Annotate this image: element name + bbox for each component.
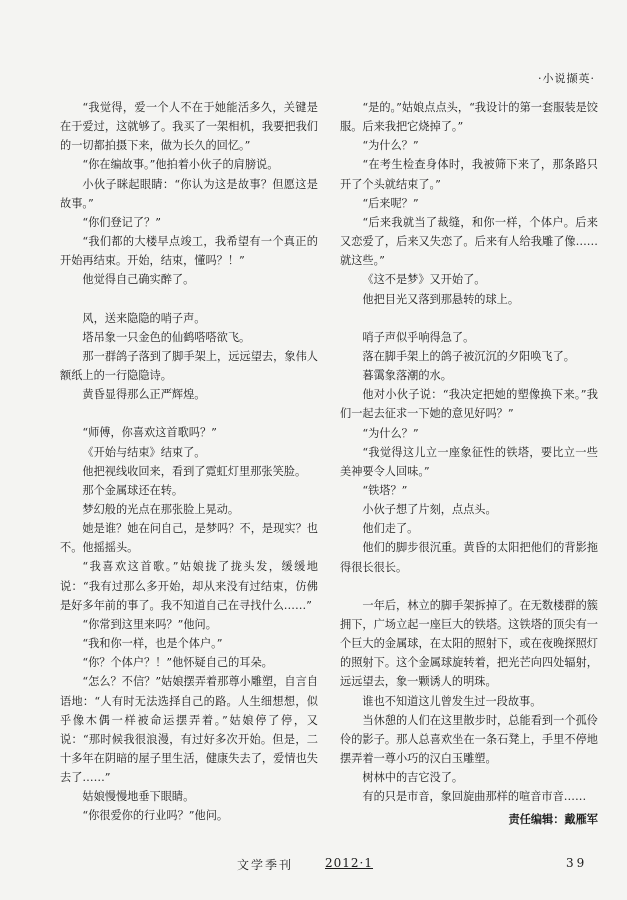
paragraph: 一年后，林立的脚手架拆掉了。在无数楼群的簇拥下，广场立起一座巨大的铁塔。这铁塔的顶尖有一个巨大的金属球，在太阳的照射下，或在夜晚探照灯的照射下。这个金属球旋转着，把光芒向四处辐射，远远望去，象一颗诱人的明珠。	[340, 598, 598, 689]
editor-credit: 责任编辑：戴雁军	[508, 812, 598, 827]
paragraph: 那一群鸽子落到了脚手架上，远远望去，象伟人额纸上的一行隐隐诗。	[60, 349, 318, 383]
paragraph: “你在编故事。”他拍着小伙子的肩膀说。	[82, 158, 279, 172]
paragraph: “你常到这里来吗？”他问。	[82, 617, 217, 631]
paragraph: 姑娘慢慢地垂下眼睛。	[82, 790, 195, 804]
paragraph: “你？个体户？！”他怀疑自己的耳朵。	[82, 656, 273, 670]
paragraph: 她是谁？她在问自己，是梦吗？不，是现实？也不。他摇摇头。	[60, 522, 318, 555]
paragraph: 哨子声似乎响得急了。	[362, 330, 475, 344]
paragraph: 他们走了。	[362, 522, 419, 536]
paragraph: “我喜欢这首歌。”姑娘拢了拢头发，缓缓地说：“我有过那么多开始，却从来没有过结束，仿佛是好多年前的事了。我不知道自己在寻找什么……”	[60, 560, 318, 612]
paragraph: “我和你一样，也是个体户。”	[82, 637, 223, 651]
paragraph: 《开始与结束》结束了。	[82, 445, 206, 459]
paragraph: “为什么？”	[362, 426, 419, 440]
paragraph: 落在脚手架上的鸽子被沉沉的夕阳唤飞了。	[362, 349, 575, 363]
paragraph: “怎么？不信？”姑娘摆弄着那尊小雕塑，自言自语地：“人有时无法选择自己的路。人生细想想，似乎像木偶一样被命运摆弄着。”姑娘停了停，又说：“那时候我很浪漫，有过好多次开始。但是，二十多年在阴暗的屋子里生活，健康失去了，爱情也失去了……”	[60, 675, 318, 785]
paragraph: “是的。”姑娘点点头，“我设计的第一套服装是饺服。后来我把它烧掉了。”	[340, 101, 598, 134]
paragraph: 他们的脚步很沉重。黄昏的太阳把他们的背影拖得很长很长。	[340, 541, 598, 574]
paragraph: “后来呢？”	[362, 196, 419, 210]
paragraph: “在考生检查身体时，我被筛下来了，那条路只开了个头就结束了。”	[340, 158, 598, 191]
paragraph: 有的只是市音，象回旋曲那样的喧音市音……	[362, 790, 587, 804]
paragraph: “师傅，你喜欢这首歌吗？”	[82, 426, 217, 440]
paragraph: 那个金属球还在转。	[82, 483, 184, 497]
paragraph: 当休憩的人们在这里散步时，总能看到一个孤伶伶的影子。那人总喜欢坐在一条石凳上，手里不停地摆弄着一尊小巧的汉白玉雕塑。	[340, 713, 598, 765]
paragraph: “我觉得，爱一个人不在于她能活多久，关键是在于爱过，这就够了。我买了一架相机，我要把我们的一切都拍摄下来，做为长久的回忆。”	[60, 101, 318, 153]
paragraph: “为什么？”	[362, 139, 419, 153]
paragraph: 风，送来隐隐的哨子声。	[82, 311, 206, 325]
paragraph: 梦幻般的光点在那张脸上晃动。	[82, 502, 240, 516]
paragraph: 暮霭象落潮的水。	[362, 369, 452, 383]
paragraph: 谁也不知道这儿曾发生过一段故事。	[362, 694, 542, 708]
paragraph: 《这不是梦》又开始了。	[362, 273, 486, 287]
paragraph: “我觉得这儿立一座象征性的铁塔，要比立一些美神要令人回味。”	[340, 445, 598, 478]
paragraph: 他对小伙子说：“我决定把她的塑像换下来。”我们一起去征求一下她的意见好吗？”	[340, 388, 598, 421]
section-header: ·小说撷英·	[538, 72, 595, 85]
paragraph: 塔吊象一只金色的仙鹤嗒嗒欲飞。	[82, 330, 251, 344]
paragraph: 他把目光又落到那悬转的球上。	[362, 292, 520, 306]
paragraph: 小伙子眯起眼睛：“你认为这是故事？但愿这是故事。”	[60, 177, 318, 210]
paragraph: “铁塔？”	[362, 483, 408, 497]
journal-name: 文学季刊	[237, 858, 294, 872]
right-column	[340, 98, 598, 830]
paragraph: “我们都的大楼早点竣工，我希望有一个真正的开始再结束。开始，结束，懂吗？！”	[60, 235, 318, 268]
paragraph: 黄昏显得那么正严辉煌。	[82, 388, 206, 402]
paragraph: “你很爱你的行业吗？”他问。	[82, 809, 229, 823]
paragraph: 树林中的吉它没了。	[362, 771, 464, 785]
paragraph: 他把视线收回来，看到了霓虹灯里那张笑脸。	[82, 464, 307, 478]
left-column	[60, 98, 318, 826]
page-number: 39	[566, 856, 588, 870]
paragraph: 他觉得自己确实醉了。	[82, 273, 195, 287]
paragraph: “你们登记了？”	[82, 215, 161, 229]
paragraph: “后来我就当了裁缝，和你一样，个体户。后来又恋爱了，后来又失恋了。后来有人给我雕了像……就这些。”	[340, 215, 598, 268]
issue-number: 2012·1	[325, 856, 373, 870]
paragraph: 小伙子想了片刻，点点头。	[362, 503, 497, 517]
